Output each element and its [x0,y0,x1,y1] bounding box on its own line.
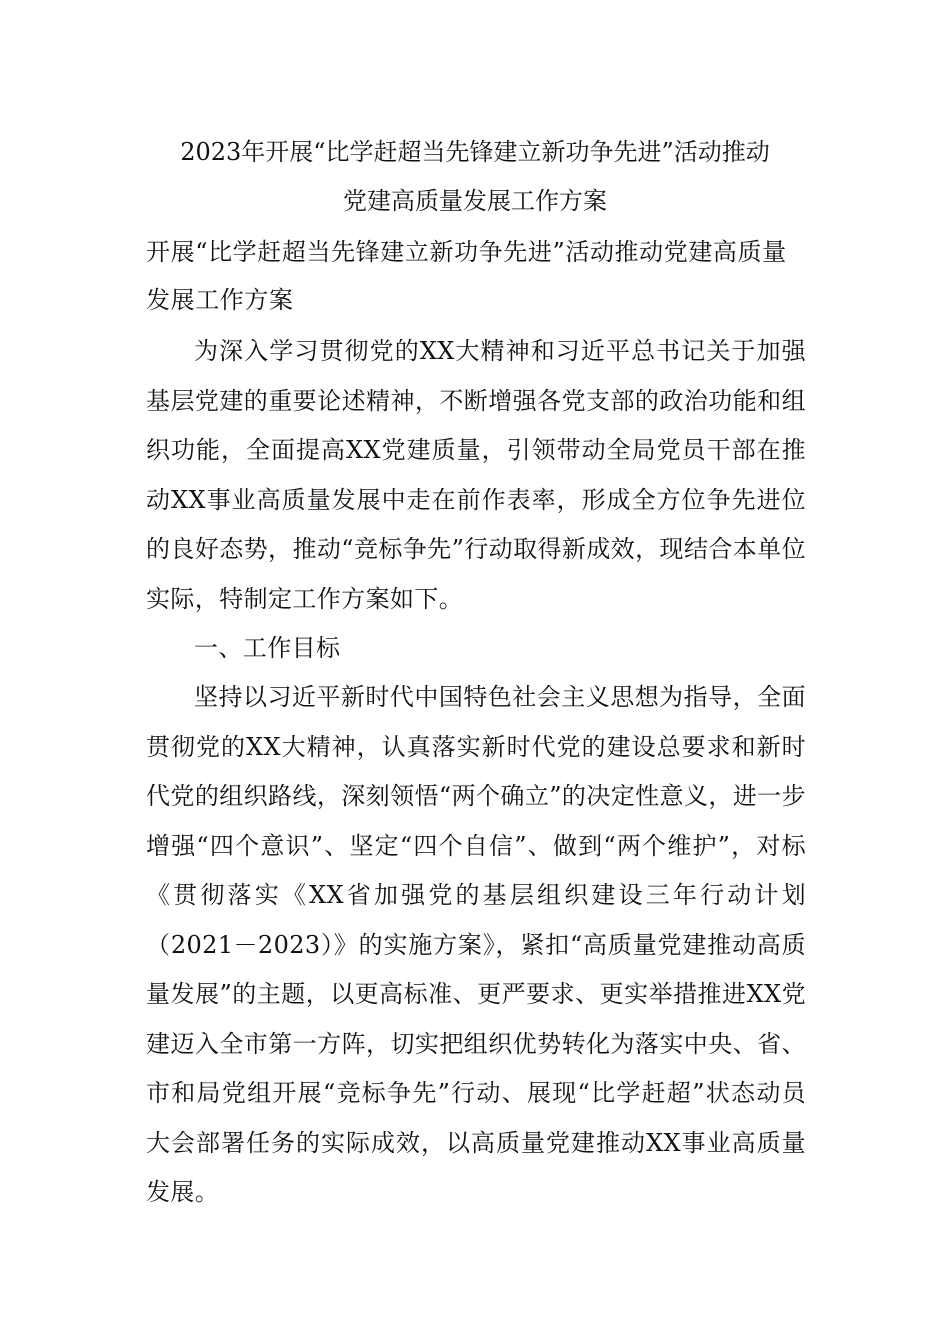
section-heading-work-goals: 一、工作目标 [194,634,341,662]
intro-paragraph: 为深入学习贯彻党的XX大精神和习近平总书记关于加强基层党建的重要论述精神，不断增强各党支部的政治功能和组织功能，全面提高XX党建质量，引领带动全局党员干部在推动XX事业高质量发展中走在前作表率，形成全方位争先进位的良好态势，推动“竞标争先”行动取得新成效，现结合本单位实际，特制定工作方案如下。 [146,337,806,613]
work-goals-paragraph: 坚持以习近平新时代中国特色社会主义思想为指导，全面贯彻党的XX大精神，认真落实新时代党的建设总要求和新时代党的组织路线，深刻领悟“两个确立”的决定性意义，进一步增强“四个意识”、坚定“四个自信”、做到“两个维护”，对标《贯彻落实《XX省加强党的基层组织建设三年行动计划（2021－2023）》的实施方案》，紧扣“高质量党建推动高质量发展”的主题，以更高标准、更严要求、更实举措推进XX党建迈入全市第一方阵，切实把组织优势转化为落实中央、省、市和局党组开展“竞标争先”行动、展现“比学赶超”状态动员大会部署任务的实际成效，以高质量党建推动XX事业高质量发展。 [146,683,806,1206]
document-subtitle: 开展“比学赶超当先锋建立新功争先进”活动推动党建高质量发展工作方案 [146,238,787,314]
document-title-line-1: 2023年开展“比学赶超当先锋建立新功争先进”活动推动 [180,138,770,166]
document-title-line-2: 党建高质量发展工作方案 [343,187,607,215]
